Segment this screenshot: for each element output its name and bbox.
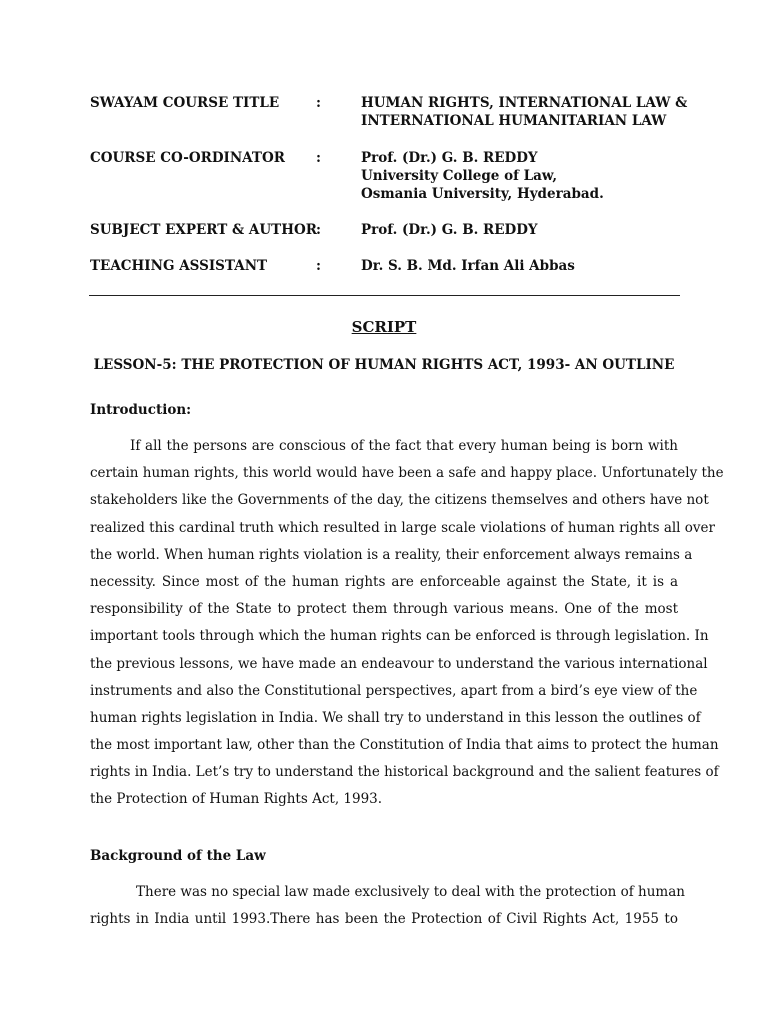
paragraph-line: important tools through which the human rights can be enforced is through legislation. In (90, 628, 709, 645)
meta-colon: : (316, 258, 321, 274)
meta-colon: : (316, 95, 321, 111)
paragraph-line: realized this cardinal truth which resulted in large scale violations of human rights all over (90, 519, 715, 536)
meta-colon: : (316, 222, 321, 238)
meta-value-line: Prof. (Dr.) G. B. REDDY (361, 150, 538, 166)
meta-value (361, 221, 538, 239)
meta-value (361, 94, 687, 130)
paragraph-line: There was no special law made exclusively to deal with the protection of human (136, 884, 685, 900)
script-title: SCRIPT (351, 318, 417, 336)
lesson-title: LESSON-5: THE PROTECTION OF HUMAN RIGHTS ACT, 1993- AN OUTLINE (93, 357, 675, 373)
paragraph-line: If all the persons are conscious of the fact that every human being is born with (130, 438, 678, 454)
paragraph-line: the Protection of Human Rights Act, 1993. (90, 791, 383, 808)
meta-label: SUBJECT EXPERT & AUTHOR (90, 222, 317, 238)
paragraph-line: rights in India until 1993.There has been the Protection of Civil Rights Act, 1955 to (90, 911, 678, 928)
meta-value (361, 257, 575, 275)
paragraph-line: rights in India. Let’s try to understand the historical background and the salient features of (90, 764, 719, 781)
meta-value-line: HUMAN RIGHTS, INTERNATIONAL LAW & (361, 95, 688, 111)
paragraph-line: responsibility of the State to protect them through various means. One of the most (90, 601, 678, 618)
section-heading-introduction: Introduction: (90, 402, 192, 418)
paragraph-line: stakeholders like the Governments of the day, the citizens themselves and others have not (90, 492, 709, 509)
paragraph-line: the most important law, other than the Constitution of India that aims to protect the human (90, 737, 719, 754)
meta-value-line: Osmania University, Hyderabad. (361, 186, 604, 202)
paragraph-line: the previous lessons, we have made an endeavour to understand the various international (90, 655, 708, 672)
meta-value (361, 149, 604, 203)
horizontal-divider (89, 295, 680, 296)
meta-label: TEACHING ASSISTANT (90, 258, 268, 274)
meta-value-line: INTERNATIONAL HUMANITARIAN LAW (361, 113, 667, 129)
paragraph-background (90, 879, 685, 933)
paragraph-line: human rights legislation in India. We shall try to understand in this lesson the outlines of (90, 709, 701, 726)
meta-value-line: University College of Law, (361, 168, 558, 184)
meta-value-line: Dr. S. B. Md. Irfan Ali Abbas (361, 258, 575, 274)
meta-value-line: Prof. (Dr.) G. B. REDDY (361, 222, 538, 238)
meta-label: SWAYAM COURSE TITLE (90, 95, 280, 111)
meta-label: COURSE CO-ORDINATOR (90, 150, 285, 166)
paragraph-line: the world. When human rights violation is a reality, their enforcement always remains a (90, 546, 693, 563)
paragraph-line: certain human rights, this world would have been a safe and happy place. Unfortunately the (90, 465, 724, 482)
paragraph-introduction (90, 433, 724, 814)
paragraph-line: instruments and also the Constitutional perspectives, apart from a bird’s eye view of the (90, 682, 698, 699)
meta-colon: : (316, 150, 321, 166)
paragraph-line: necessity. Since most of the human rights are enforceable against the State, it is a (90, 573, 678, 590)
section-heading-background: Background of the Law (90, 848, 266, 864)
